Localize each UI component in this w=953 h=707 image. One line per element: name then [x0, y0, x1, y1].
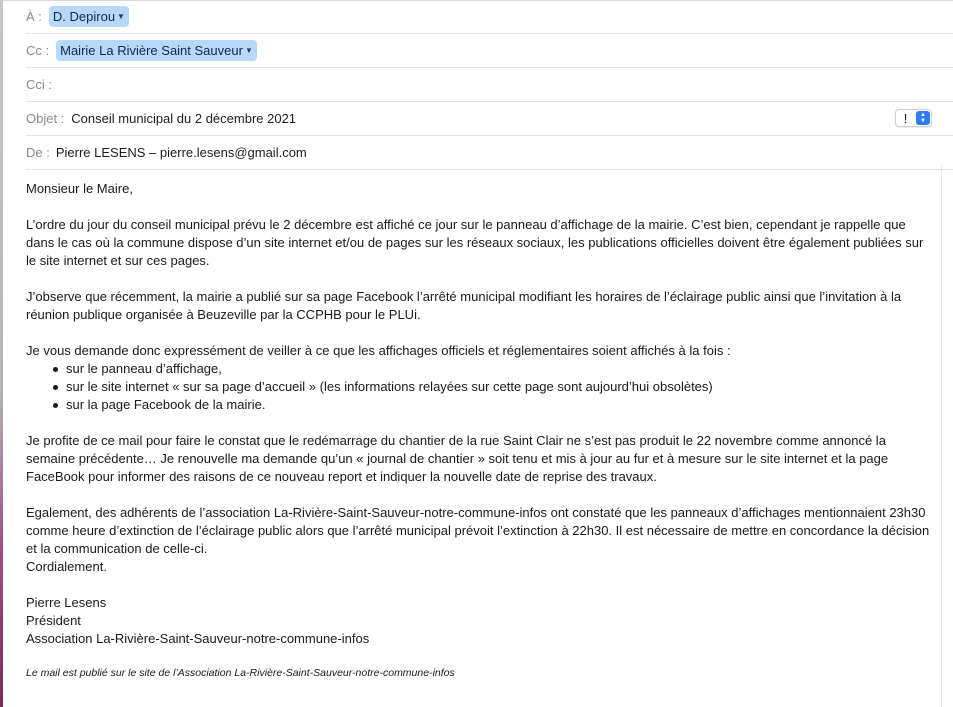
chevron-down-icon: ▼ — [117, 12, 125, 21]
signature-title: Président — [26, 613, 81, 628]
list-item: sur le panneau d’affichage, — [66, 360, 931, 378]
paragraph-1: L’ordre du jour du conseil municipal prévu le 2 décembre est affiché ce jour sur le panneau d’affichage de la mairie. C’est bien, cependant je rappelle que dans le cas où la commune dispose d’un site internet et/ou de pages sur les réseaux sociaux, les publications officielles doivent être également publiées sur le site internet et sur ces pages. — [26, 217, 924, 268]
paragraph-5: Egalement, des adhérents de l’association La-Rivière-Saint-Sauveur-notre-commune-infos ont constaté que les panneaux d’affichages mentionnaient 23h30 comme heure d’extinction de l’éclairage public alors que l’arrêté municipal prévoit l’extinction à 22h30. Il est nécessaire de mettre en concordance la décision et la communication de celle-ci. — [26, 505, 930, 556]
chevron-down-icon: ▼ — [244, 46, 253, 55]
subject-field[interactable]: Conseil municipal du 2 décembre 2021 — [71, 111, 297, 126]
up-down-arrows-icon: ▲ ▼ — [916, 111, 930, 125]
footnote: Le mail est publié sur le site de l’Association La-Rivière-Saint-Sauveur-notre-commune-infos — [26, 667, 455, 679]
priority-value: ! — [903, 110, 908, 126]
closing: Cordialement. — [26, 559, 107, 574]
priority-popup-button[interactable] — [895, 109, 932, 127]
paragraph-4: Je profite de ce mail pour faire le constat que le redémarrage du chantier de la rue Saint Clair ne s’est pas produit le 22 novembre comme annoncé la semaine précédente… Je renouvelle ma demande qu’un « journal de chantier » soit tenu et mis à jour au fur et à mesure sur le site internet et la page FaceBook pour informer des raisons de ce nouveau report et indiquer la nouvelle date de reprise des travaux. — [26, 433, 889, 484]
window-left-edge — [0, 0, 3, 707]
mail-header — [26, 0, 953, 170]
bcc-label: Cci : — [26, 77, 52, 92]
paragraph-2: J’observe que récemment, la mairie a publié sur sa page Facebook l’arrêté municipal modifiant les horaires de l’éclairage public ainsi que l’invitation à la réunion publique organisée à Beuzeville par la CCPHB pour le PLUi. — [26, 289, 902, 322]
signature-name: Pierre Lesens — [26, 595, 107, 610]
bullet-list — [26, 360, 931, 414]
from-field[interactable]: Pierre LESENS – pierre.lesens@gmail.com — [55, 145, 307, 160]
subject-row — [26, 102, 953, 136]
signature-organization: Association La-Rivière-Saint-Sauveur-notre-commune-infos — [26, 631, 370, 646]
cc-recipient-token[interactable] — [56, 40, 257, 61]
cc-row — [26, 34, 953, 68]
cc-label: Cc : — [26, 43, 50, 58]
list-item: sur la page Facebook de la mairie. — [66, 396, 931, 414]
subject-label: Objet : — [26, 111, 65, 126]
bcc-row[interactable] — [26, 68, 953, 102]
to-row — [26, 0, 953, 34]
to-label: À : — [26, 9, 42, 24]
greeting: Monsieur le Maire, — [26, 181, 133, 196]
scrollbar-track[interactable] — [941, 166, 942, 707]
cc-recipient-name: Mairie La Rivière Saint Sauveur — [60, 43, 243, 58]
to-recipient-token[interactable] — [49, 6, 129, 27]
list-item: sur le site internet « sur sa page d’accueil » (les informations relayées sur cette page sont aujourd’hui obsolètes) — [66, 378, 931, 396]
paragraph-3-intro: Je vous demande donc expressément de veiller à ce que les affichages officiels et réglementaires soient affichés à la fois : — [26, 343, 731, 358]
to-recipient-name: D. Depirou — [52, 9, 116, 24]
message-body[interactable] — [26, 180, 931, 682]
from-label: De : — [26, 145, 50, 160]
from-row — [26, 136, 953, 170]
